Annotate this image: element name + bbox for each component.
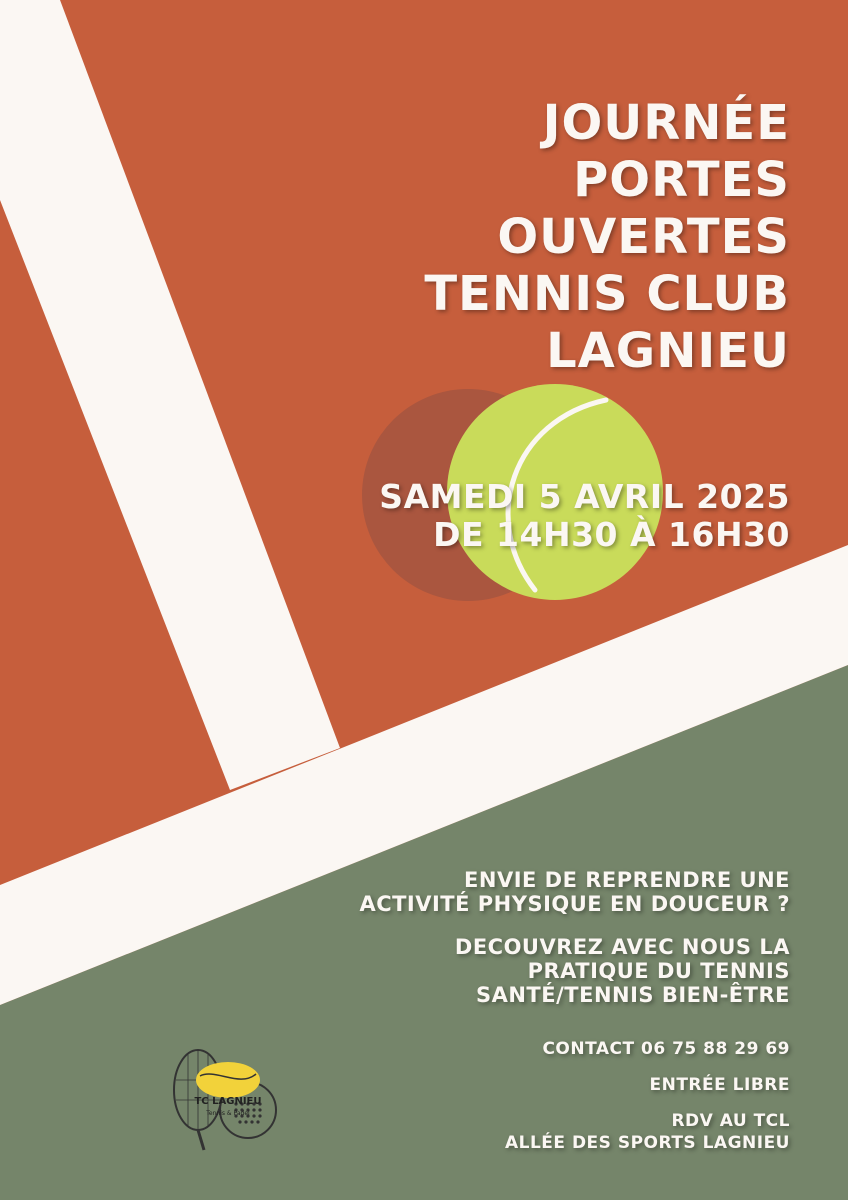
time-line: DE 14H30 À 16H30 (433, 515, 790, 554)
title-line: PORTES (573, 152, 790, 208)
title-line: OUVERTES (497, 209, 790, 265)
entry-info: ENTRÉE LIBRE (649, 1075, 790, 1095)
invite-line: ACTIVITÉ PHYSIQUE EN DOUCEUR ? (359, 892, 790, 916)
logo-ball-icon (196, 1062, 260, 1098)
title-line: JOURNÉE (542, 95, 790, 151)
discover-line: SANTÉ/TENNIS BIEN-ÊTRE (475, 983, 790, 1007)
discover-line: DECOUVREZ AVEC NOUS LA (454, 935, 790, 959)
discover-text (455, 935, 790, 1007)
invite-line: ENVIE DE REPRENDRE UNE (464, 868, 790, 892)
location-line: ALLÉE DES SPORTS LAGNIEU (504, 1133, 790, 1153)
club-logo (170, 1040, 280, 1152)
invite-text (359, 868, 790, 916)
location-line: RDV AU TCL (671, 1111, 790, 1131)
logo-name: TC LAGNIEU (194, 1096, 262, 1107)
logo-tagline: Tennis & Padel (206, 1110, 250, 1117)
event-date (379, 478, 790, 554)
date-line: SAMEDI 5 AVRIL 2025 (379, 477, 790, 516)
discover-line: PRATIQUE DU TENNIS (527, 959, 790, 983)
title-line: TENNIS CLUB (424, 266, 790, 322)
contact-info: CONTACT 06 75 88 29 69 (542, 1039, 790, 1059)
title-line: LAGNIEU (546, 323, 790, 379)
event-title (424, 95, 790, 380)
location-info (505, 1110, 790, 1154)
